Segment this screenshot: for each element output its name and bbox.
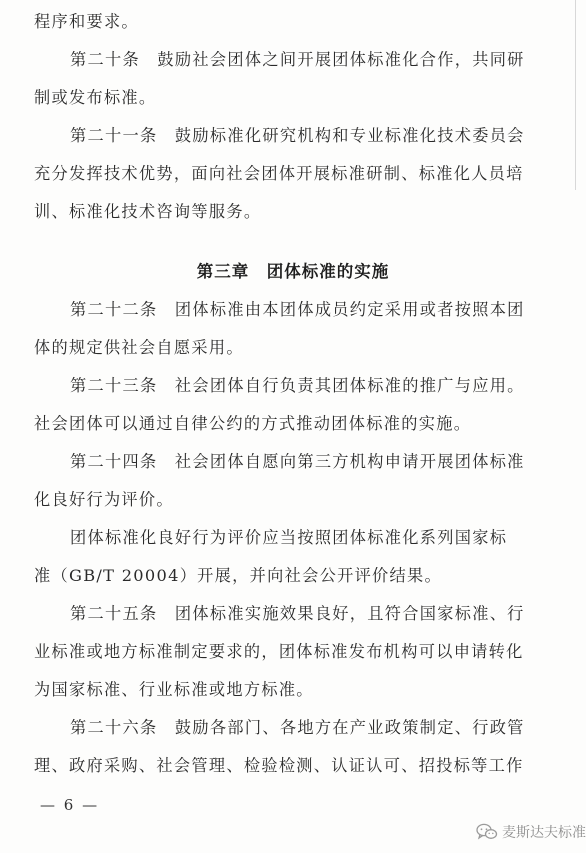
article-21-line: 第二十一条 鼓励标准化研究机构和专业标准化技术委员会 xyxy=(70,126,525,145)
text-line: 为国家标准、行业标准或地方标准。 xyxy=(34,680,314,699)
text-line: 业标准或地方标准制定要求的，团体标准发布机构可以申请转化 xyxy=(34,642,524,661)
article-25-line: 第二十五条 团体标准实施效果良好，且符合国家标准、行 xyxy=(70,604,525,623)
article-24-line: 第二十四条 社会团体自愿向第三方机构申请开展团体标准 xyxy=(70,452,525,471)
text-line: 理、政府采购、社会管理、检验检测、认证认可、招投标等工作 xyxy=(34,756,524,775)
text-line: 制或发布标准。 xyxy=(34,88,157,107)
page-edge-divider xyxy=(575,0,576,190)
text-line: 程序和要求。 xyxy=(34,12,139,31)
text-line: 训、标准化技术咨询等服务。 xyxy=(34,202,262,221)
article-23-line: 第二十三条 社会团体自行负责其团体标准的推广与应用。 xyxy=(70,376,525,395)
text-line: 充分发挥技术优势，面向社会团体开展标准研制、标准化人员培 xyxy=(34,164,524,183)
watermark-text: 麦斯达夫标准 xyxy=(502,825,586,841)
chapter-heading: 第三章 团体标准的实施 xyxy=(196,262,390,281)
watermark xyxy=(476,822,586,842)
wechat-icon xyxy=(476,823,498,841)
text-line: 体的规定供社会自愿采用。 xyxy=(34,338,244,357)
text-line: 社会团体可以通过自律公约的方式推动团体标准的实施。 xyxy=(34,414,472,433)
text-line: 准（GB/T 20004）开展，并向社会公开评价结果。 xyxy=(34,566,443,585)
article-26-line: 第二十六条 鼓励各部门、各地方在产业政策制定、行政管 xyxy=(70,718,525,737)
text-line: 团体标准化良好行为评价应当按照团体标准化系列国家标 xyxy=(70,528,508,547)
article-22-line: 第二十二条 团体标准由本团体成员约定采用或者按照本团 xyxy=(70,300,525,319)
article-20-line: 第二十条 鼓励社会团体之间开展团体标准化合作，共同研 xyxy=(70,50,525,69)
text-line: 化良好行为评价。 xyxy=(34,490,174,509)
page-number: — 6 — xyxy=(40,796,100,814)
